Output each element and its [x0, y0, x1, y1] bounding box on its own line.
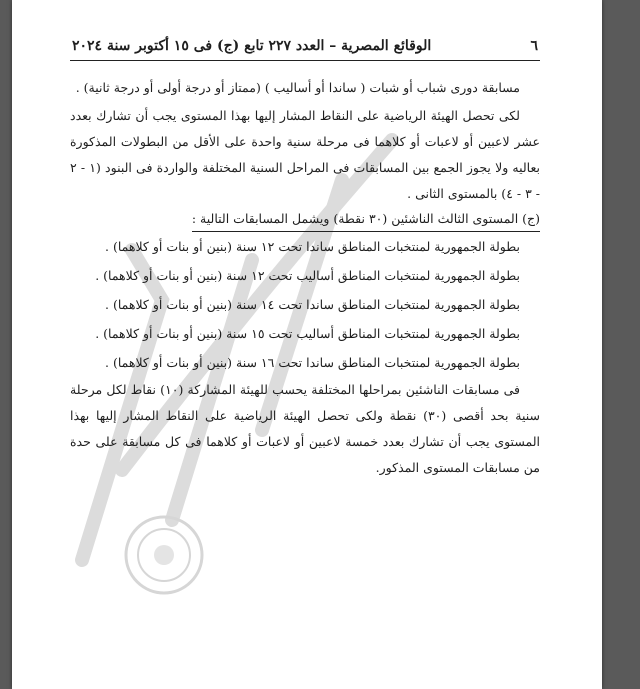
competition-item: بطولة الجمهورية لمنتخبات المناطق ساندا تحت ١٦ سنة (بنين أو بنات أو كلاهما) . [105, 355, 520, 370]
page-number: ٦ [530, 38, 538, 54]
competition-item: بطولة الجمهورية لمنتخبات المناطق أساليب تحت ١٥ سنة (بنين أو بنات أو كلاهما) . [95, 326, 520, 341]
paragraph-juniors-points: فى مسابقات الناشئين بمراحلها المختلفة يحسب للهيئة المشاركة (١٠) نقاط لكل مرحلة سنية بحد أقصى (٣٠) نقطة ولكى تحصل الهيئة الرياضية على النقاط المشار إليها بهذا المستوى يجب أن تشارك بعدد خمسة لاعبين أو لاعبات أو كلاهما فى كل مسابقة على حدة من مسابقات المستوى المذكور. [70, 382, 540, 475]
document-page [12, 0, 602, 689]
paragraph-senior-league: مسابقة دورى شباب أو شبات ( ساندا أو أساليب ) (ممتاز أو درجة أولى أو درجة ثانية) . [75, 80, 520, 95]
document-content [70, 38, 540, 481]
page-header [70, 38, 540, 61]
level-three-title: (ج) المستوى الثالث الناشئين (٣٠ نقطة) ويشمل المسابقات التالية : [192, 207, 540, 232]
competition-item: بطولة الجمهورية لمنتخبات المناطق أساليب تحت ١٢ سنة (بنين أو بنات أو كلاهما) . [95, 268, 520, 283]
competition-item: بطولة الجمهورية لمنتخبات المناطق ساندا تحت ١٢ سنة (بنين أو بنات أو كلاهما) . [105, 239, 520, 254]
paragraph-points-condition: لكى تحصل الهيئة الرياضية على النقاط المشار إليها بهذا المستوى يجب أن تشارك بعدد عشر لاعبين أو لاعبات أو كلاهما فى مرحلة سنية واحدة على الأقل من البطولات المذكورة بعاليه ولا يجوز الجمع بين المسابقات فى المراحل السنية المختلفة والواردة فى البنود (١ - ٢ - ٣ - ٤) بالمستوى الثانى . [70, 108, 540, 201]
gazette-title: الوقائع المصرية – العدد ٢٢٧ تابع (ج) فى ١٥ أكتوبر سنة ٢٠٢٤ [72, 38, 432, 54]
competition-item: بطولة الجمهورية لمنتخبات المناطق ساندا تحت ١٤ سنة (بنين أو بنات أو كلاهما) . [105, 297, 520, 312]
